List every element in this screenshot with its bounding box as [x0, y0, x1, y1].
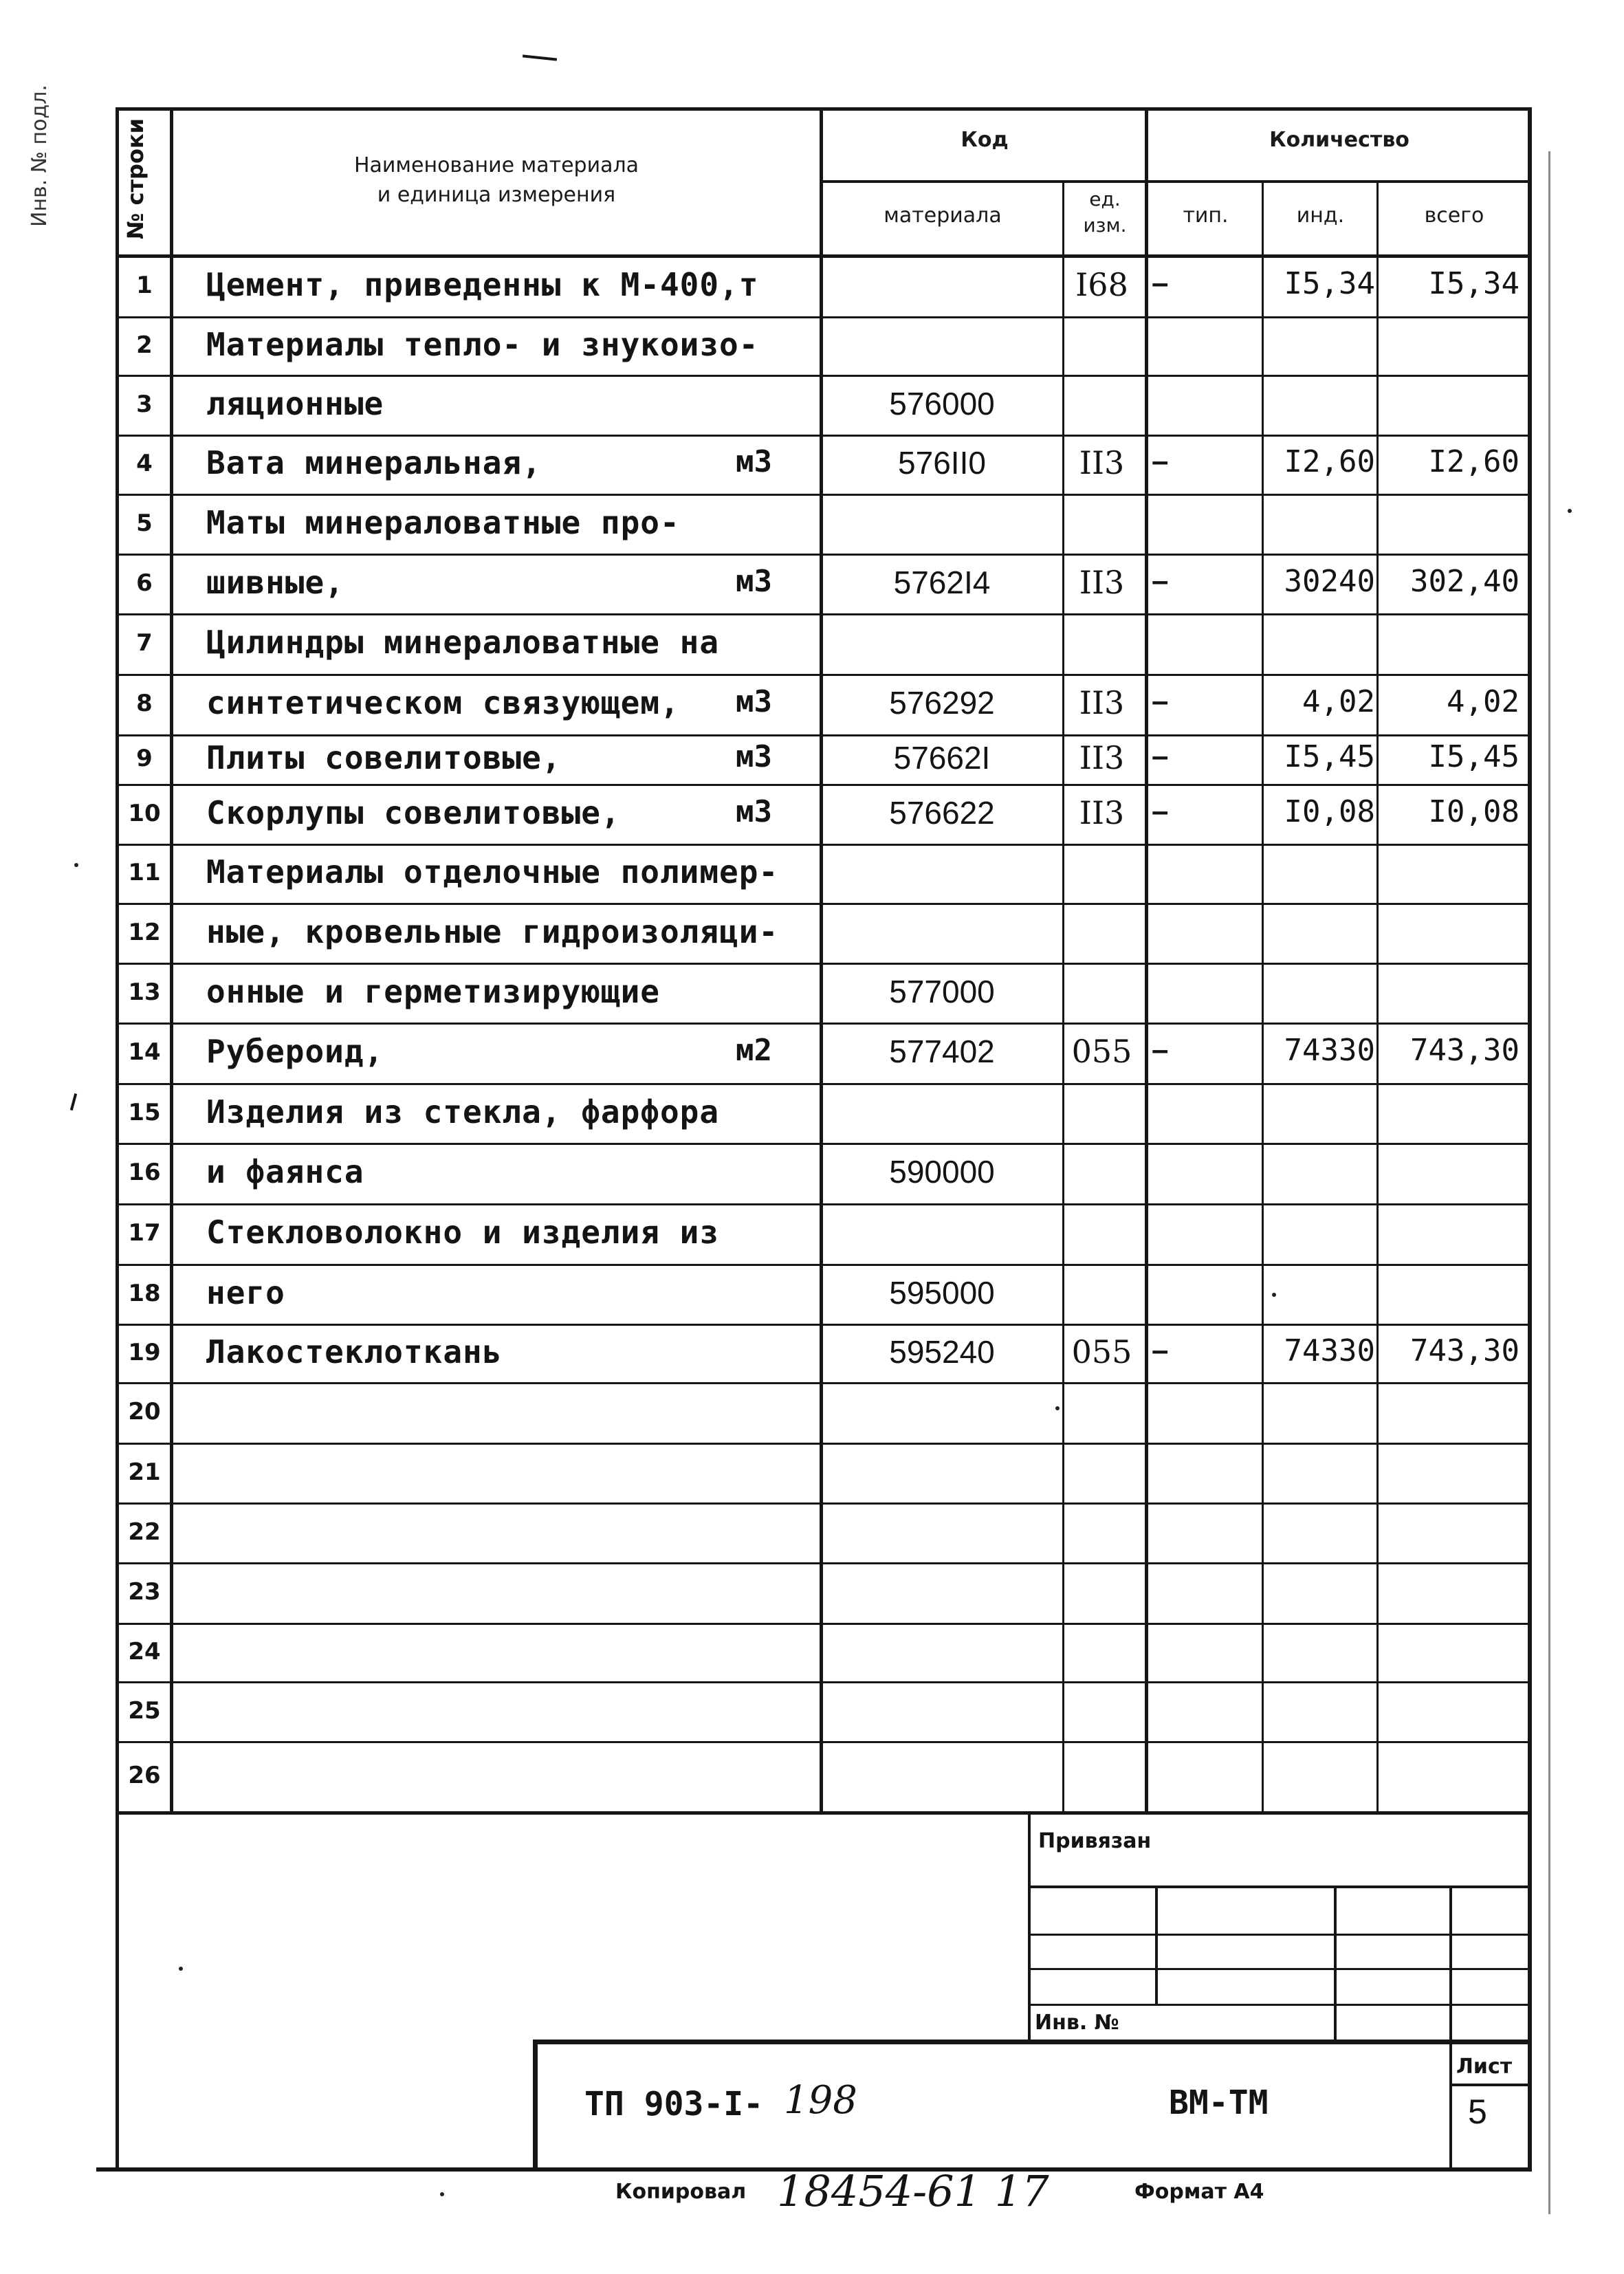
material-name: Изделия из стекла, фарфора: [206, 1093, 720, 1130]
format-label: Формат А4: [1134, 2180, 1264, 2204]
material-name: Маты минераловатные про-: [206, 503, 680, 541]
material-code: 576II0: [898, 445, 986, 481]
unit-code: II3: [1079, 794, 1125, 831]
qty-individual: I2,60: [1284, 444, 1375, 479]
scan-dash: [523, 54, 557, 61]
unit-code: I68: [1075, 266, 1128, 303]
scan-dash: [70, 1093, 77, 1111]
tb-line-2: [1028, 1968, 1532, 1970]
margin-stamp: Инв. № подл.: [28, 85, 52, 227]
unit-code: II3: [1079, 563, 1125, 601]
material-unit: м2: [736, 1033, 772, 1068]
row-number: 20: [128, 1398, 161, 1425]
qty-typical: –: [1152, 684, 1169, 718]
privyazan-label: Привязан: [1038, 1829, 1152, 1853]
material-code: 577000: [889, 973, 995, 1009]
row-number: 1: [136, 272, 153, 299]
row-number: 26: [128, 1762, 161, 1789]
qty-typical: –: [1152, 1333, 1169, 1367]
qty-total: 302,40: [1410, 563, 1519, 599]
qty-individual: I5,45: [1284, 739, 1375, 774]
row-divider: [116, 1562, 1530, 1564]
row-divider: [116, 613, 1530, 615]
code-unit-header-line1: ед.: [1089, 188, 1121, 210]
qty-ind-header: инд.: [1296, 204, 1345, 228]
row-divider: [116, 784, 1530, 786]
qty-individual: 74330: [1284, 1333, 1375, 1368]
row-divider: [116, 1264, 1530, 1266]
row-divider: [116, 1623, 1530, 1625]
row-divider: [116, 1443, 1530, 1445]
scan-speck: [440, 2192, 444, 2196]
qty-total: 4,02: [1447, 684, 1519, 719]
material-name: него: [206, 1273, 285, 1311]
qty-individual: 74330: [1284, 1033, 1375, 1068]
row-divider: [116, 1023, 1530, 1025]
row-number: 12: [128, 918, 161, 946]
col-line-code: [1062, 180, 1064, 1813]
row-divider: [116, 674, 1530, 676]
row-number: 16: [128, 1159, 161, 1186]
row-divider: [116, 734, 1530, 736]
row-divider: [116, 1382, 1530, 1384]
qty-group-header: Количество: [1269, 128, 1409, 152]
material-unit: м3: [736, 794, 772, 829]
row-divider: [116, 963, 1530, 965]
qty-total: I0,08: [1428, 794, 1519, 829]
row-number: 2: [136, 331, 153, 359]
scan-speck: [1568, 509, 1572, 513]
code-material-header: материала: [884, 204, 1002, 228]
material-unit: м3: [736, 444, 772, 479]
frame-left: [116, 107, 119, 2170]
row-number: 22: [128, 1518, 161, 1546]
qty-typical: –: [1152, 563, 1169, 598]
row-number: 8: [136, 690, 153, 717]
row-divider: [116, 435, 1530, 437]
row-number: 4: [136, 450, 153, 477]
row-divider: [116, 1681, 1530, 1683]
row-divider: [116, 494, 1530, 496]
material-unit: м3: [736, 684, 772, 719]
qty-total: I5,34: [1428, 266, 1519, 301]
qty-typical: –: [1152, 739, 1169, 773]
sheet-label: Лист: [1456, 2055, 1513, 2079]
row-divider: [116, 316, 1530, 318]
qty-typical: –: [1152, 794, 1169, 828]
material-name: шивные,: [206, 563, 344, 601]
col-line-name: [820, 107, 823, 1813]
doc-code: ТП 903-I-: [584, 2085, 764, 2123]
code-unit-header-line2: изм.: [1083, 214, 1127, 237]
qty-typical: –: [1152, 1033, 1169, 1067]
copied-handwritten: 18454-61 17: [777, 2166, 1049, 2216]
row-divider: [116, 1203, 1530, 1205]
material-code: 576622: [889, 794, 995, 831]
material-code: 595240: [889, 1333, 995, 1370]
row-divider: [116, 1502, 1530, 1505]
col-line-ind: [1376, 180, 1379, 1813]
qty-total-header: всего: [1424, 204, 1484, 228]
row-number: 15: [128, 1098, 161, 1126]
scan-speck: [179, 1967, 183, 1971]
row-number: 21: [128, 1458, 161, 1486]
material-name: ные, кровельные гидроизоляци-: [206, 912, 779, 950]
material-name: Вата минеральная,: [206, 444, 542, 481]
hdr-subline: [820, 180, 1530, 183]
material-name: Цемент, приведенны к М-400,т: [206, 266, 759, 303]
material-code: 595000: [889, 1274, 995, 1311]
tb-col-c: [1449, 1885, 1452, 2044]
inv-no-label: Инв. №: [1035, 2011, 1119, 2035]
material-name: ляционные: [206, 384, 384, 422]
material-code: 576000: [889, 385, 995, 422]
doc-code-handwritten: 198: [784, 2078, 857, 2123]
material-code: 590000: [889, 1154, 995, 1190]
copied-label: Копировал: [615, 2180, 747, 2204]
material-name: Плиты совелитовые,: [206, 739, 562, 776]
material-name: и фаянса: [206, 1153, 364, 1190]
sheet-number: 5: [1468, 2092, 1487, 2131]
qty-individual: I0,08: [1284, 794, 1375, 829]
row-number: 10: [128, 799, 161, 827]
row-number: 5: [136, 509, 153, 537]
hdr-bottom: [116, 254, 1530, 258]
name-header-line1: Наименование материала: [353, 153, 639, 177]
tb-line-1: [1028, 1934, 1532, 1936]
name-header-line2: и единица измерения: [377, 183, 616, 207]
frame-right-shadow: [1548, 151, 1550, 2214]
material-name: Материалы отделочные полимер-: [206, 853, 779, 890]
row-number: 13: [128, 978, 161, 1006]
row-number: 14: [128, 1038, 161, 1066]
col-line-rownum: [170, 107, 173, 1813]
stamp-sheet-mid: [1449, 2084, 1530, 2086]
row-number: 7: [136, 629, 153, 657]
material-code: 57662I: [893, 740, 991, 776]
tb-line-3: [1028, 2004, 1532, 2006]
material-name: Стекловолокно и изделия из: [206, 1214, 720, 1251]
frame-right: [1528, 107, 1532, 2170]
unit-code: II3: [1079, 444, 1125, 481]
qty-typical: –: [1152, 266, 1169, 300]
tb-col-b: [1334, 1885, 1337, 2044]
material-name: Цилиндры минераловатные на: [206, 624, 720, 661]
qty-individual: I5,34: [1284, 266, 1375, 301]
row-divider: [116, 844, 1530, 846]
row-number: 24: [128, 1637, 161, 1665]
unit-code: 055: [1071, 1333, 1132, 1370]
row-divider: [116, 903, 1530, 905]
stamp-top: [533, 2040, 1532, 2044]
row-number: 3: [136, 390, 153, 418]
row-number: 23: [128, 1578, 161, 1606]
unit-code: II3: [1079, 684, 1125, 721]
row-divider: [116, 554, 1530, 556]
row-number: 18: [128, 1279, 161, 1307]
row-number: 19: [128, 1338, 161, 1366]
unit-code: 055: [1071, 1033, 1132, 1070]
material-code: 577402: [889, 1034, 995, 1069]
table-bottom: [116, 1811, 1530, 1815]
doc-mark: ВМ-ТМ: [1169, 2084, 1269, 2122]
row-divider: [116, 1741, 1530, 1743]
col-line-ed: [1145, 107, 1148, 1813]
row-number: 25: [128, 1696, 161, 1725]
row-divider: [116, 1143, 1530, 1145]
material-name: онные и герметизирующие: [206, 972, 660, 1010]
material-name: Лакостеклоткань: [206, 1333, 503, 1370]
qty-total: I5,45: [1428, 739, 1519, 774]
row-divider: [116, 1083, 1530, 1085]
scan-speck: [74, 863, 78, 867]
material-unit: м3: [736, 739, 772, 774]
row-number: 6: [136, 569, 153, 597]
material-name: Скорлупы совелитовые,: [206, 794, 621, 831]
tb-privyazan-underline: [1028, 1885, 1532, 1888]
row-divider: [116, 375, 1530, 377]
tb-col-a: [1155, 1885, 1158, 2004]
qty-total: I2,60: [1428, 444, 1519, 479]
material-code: 5762I4: [893, 564, 991, 600]
qty-tip-header: тип.: [1183, 204, 1229, 228]
material-name: Материалы тепло- и знукоизо-: [206, 325, 759, 363]
frame-top: [116, 107, 1530, 111]
code-group-header: Код: [961, 128, 1009, 152]
row-number: 11: [128, 859, 161, 886]
stamp-left: [533, 2040, 538, 2172]
row-number: 9: [136, 745, 153, 772]
qty-total: 743,30: [1410, 1333, 1519, 1368]
col-line-tip: [1262, 180, 1264, 1813]
material-code: 576292: [889, 685, 995, 721]
scan-speck: [1272, 1293, 1276, 1297]
qty-individual: 4,02: [1302, 684, 1375, 719]
material-name: Рубероид,: [206, 1033, 384, 1070]
qty-individual: 30240: [1284, 563, 1375, 599]
row-number-header: № строки: [122, 118, 149, 240]
material-name: синтетическом связующем,: [206, 684, 680, 721]
row-divider: [116, 1324, 1530, 1326]
row-number: 17: [128, 1219, 161, 1247]
unit-code: II3: [1079, 739, 1125, 776]
scan-speck: [1055, 1406, 1060, 1410]
qty-typical: –: [1152, 444, 1169, 478]
material-unit: м3: [736, 563, 772, 599]
stamp-sheet-left: [1449, 2040, 1452, 2170]
qty-total: 743,30: [1410, 1033, 1519, 1068]
